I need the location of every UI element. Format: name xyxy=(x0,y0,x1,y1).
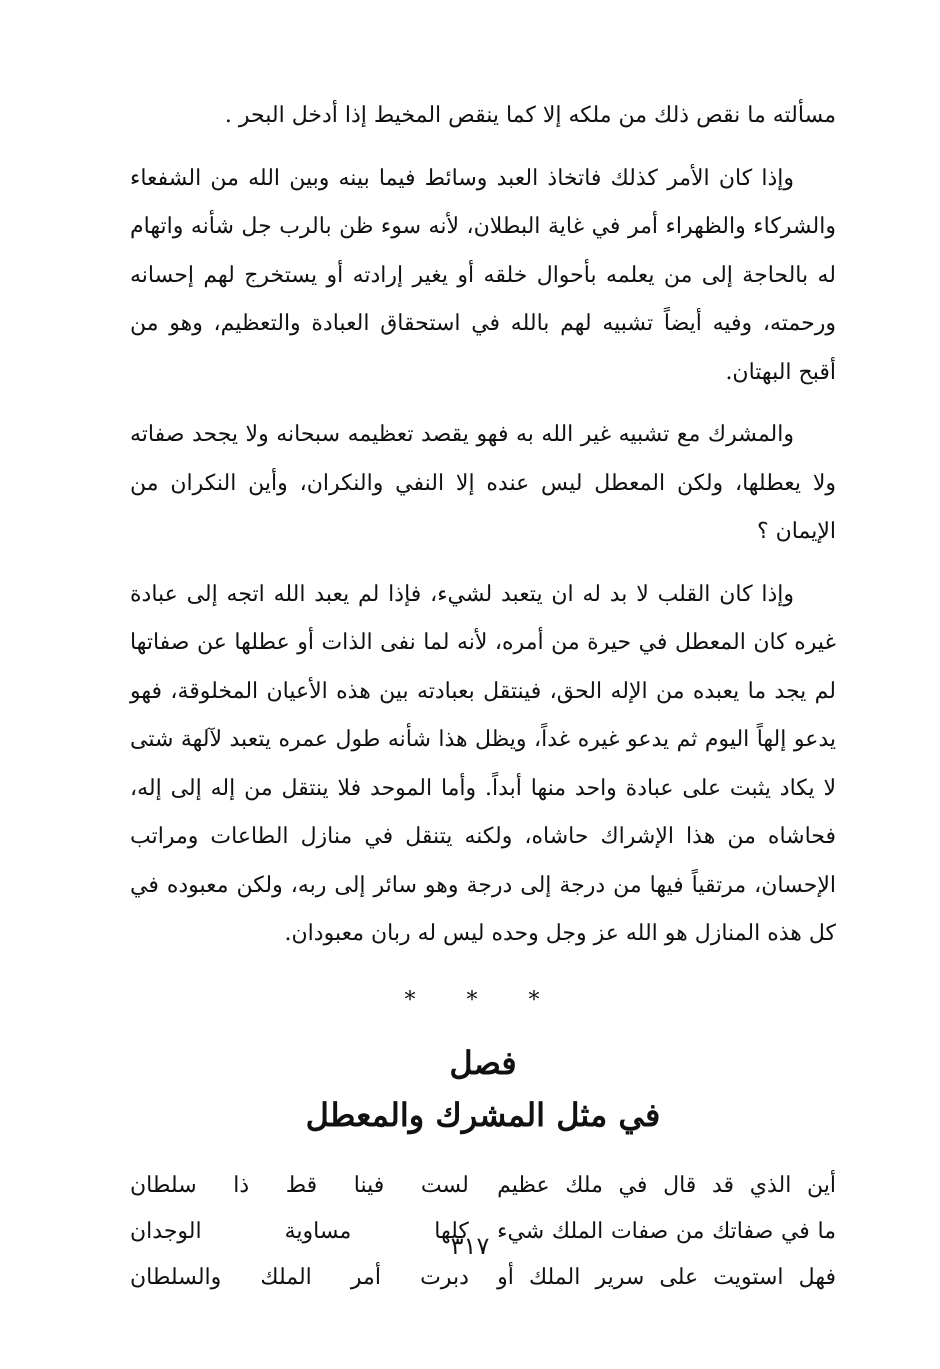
section-separator: * * * xyxy=(404,987,562,1013)
page-body xyxy=(130,92,836,1301)
paragraph-1-text: مسألته ما نقص ذلك من ملكه إلا كما ينقص المخيط إذا أدخل البحر . xyxy=(224,103,836,128)
verse-second-hemistich: كلها مساوية الوجدان xyxy=(130,1218,469,1244)
verse-line xyxy=(130,1255,836,1301)
paragraph-4-text: وإذا كان القلب لا بد له ان يتعبد لشيء، فإذا لم يعبد الله اتجه إلى عبادة غيره كان المعطل في حيرة من أمره، لأنه لما نفى الذات أو عطلها عن صفاتها لم يجد ما يعبده من الإله الحق، فينتقل بعبادته بين هذه الأعيان المخلوقة، فهو يدعو إلهاً اليوم ثم يدعو غيره غداً، ويظل هذا شأنه طول عمره يتعبد لآلهة شتى لا يكاد يثبت على عبادة واحد منها أبداً. وأما الموحد فلا ينتقل من إله إلى إله، فحاشاه من هذا الإشراك حاشاه، ولكنه يتنقل في منازل الطاعات ومراتب الإحسان، مرتقياً فيها من درجة إلى درجة وهو سائر إلى ربه، ولكن معبوده في كل هذه المنازل هو الله عز وجل وحده ليس له ربان معبودان. xyxy=(130,581,836,946)
paragraph-4 xyxy=(130,571,836,959)
verse-first-hemistich: أين الذي قد قال في ملك عظيم xyxy=(497,1172,836,1198)
verse-first-hemistich: فهل استويت على سرير الملك أو xyxy=(497,1264,836,1290)
chapter-heading: فصل xyxy=(449,1043,517,1082)
page-number: ٣١٧ xyxy=(450,1232,490,1260)
paragraph-3-text: والمشرك مع تشبيه غير الله به فهو يقصد تعظيمه سبحانه ولا يجحد صفاته ولا يعطلها، ولكن المعطل ليس عنده إلا النفي والنكران، وأين النكران من الإيمان ؟ xyxy=(130,422,836,544)
verse-first-hemistich: ما في صفاتك من صفات الملك شيء xyxy=(497,1218,836,1244)
verse-line xyxy=(130,1163,836,1209)
paragraph-3 xyxy=(130,411,836,557)
paragraph-2-text: وإذا كان الأمر كذلك فاتخاذ العبد وسائط فيما بينه وبين الله من الشفعاء والشركاء والظهراء أمر في غاية البطلان، لأنه سوء ظن بالرب جل شأنه واتهام له بالحاجة إلى من يعلمه بأحوال خلقه أو يغير إرادته أو يستخرج لهم إحسانه ورحمته، وفيه أيضاً تشبيه لهم بالله في استحقاق العبادة والتعظيم، وهو من أقبح البهتان. xyxy=(130,165,836,385)
verse-second-hemistich: لست فينا قط ذا سلطان xyxy=(130,1172,469,1198)
paragraph-2 xyxy=(130,155,836,398)
chapter-subheading: في مثل المشرك والمعطل xyxy=(305,1095,661,1134)
verse-second-hemistich: دبرت أمر الملك والسلطان xyxy=(130,1264,469,1290)
paragraph-1 xyxy=(130,92,836,141)
